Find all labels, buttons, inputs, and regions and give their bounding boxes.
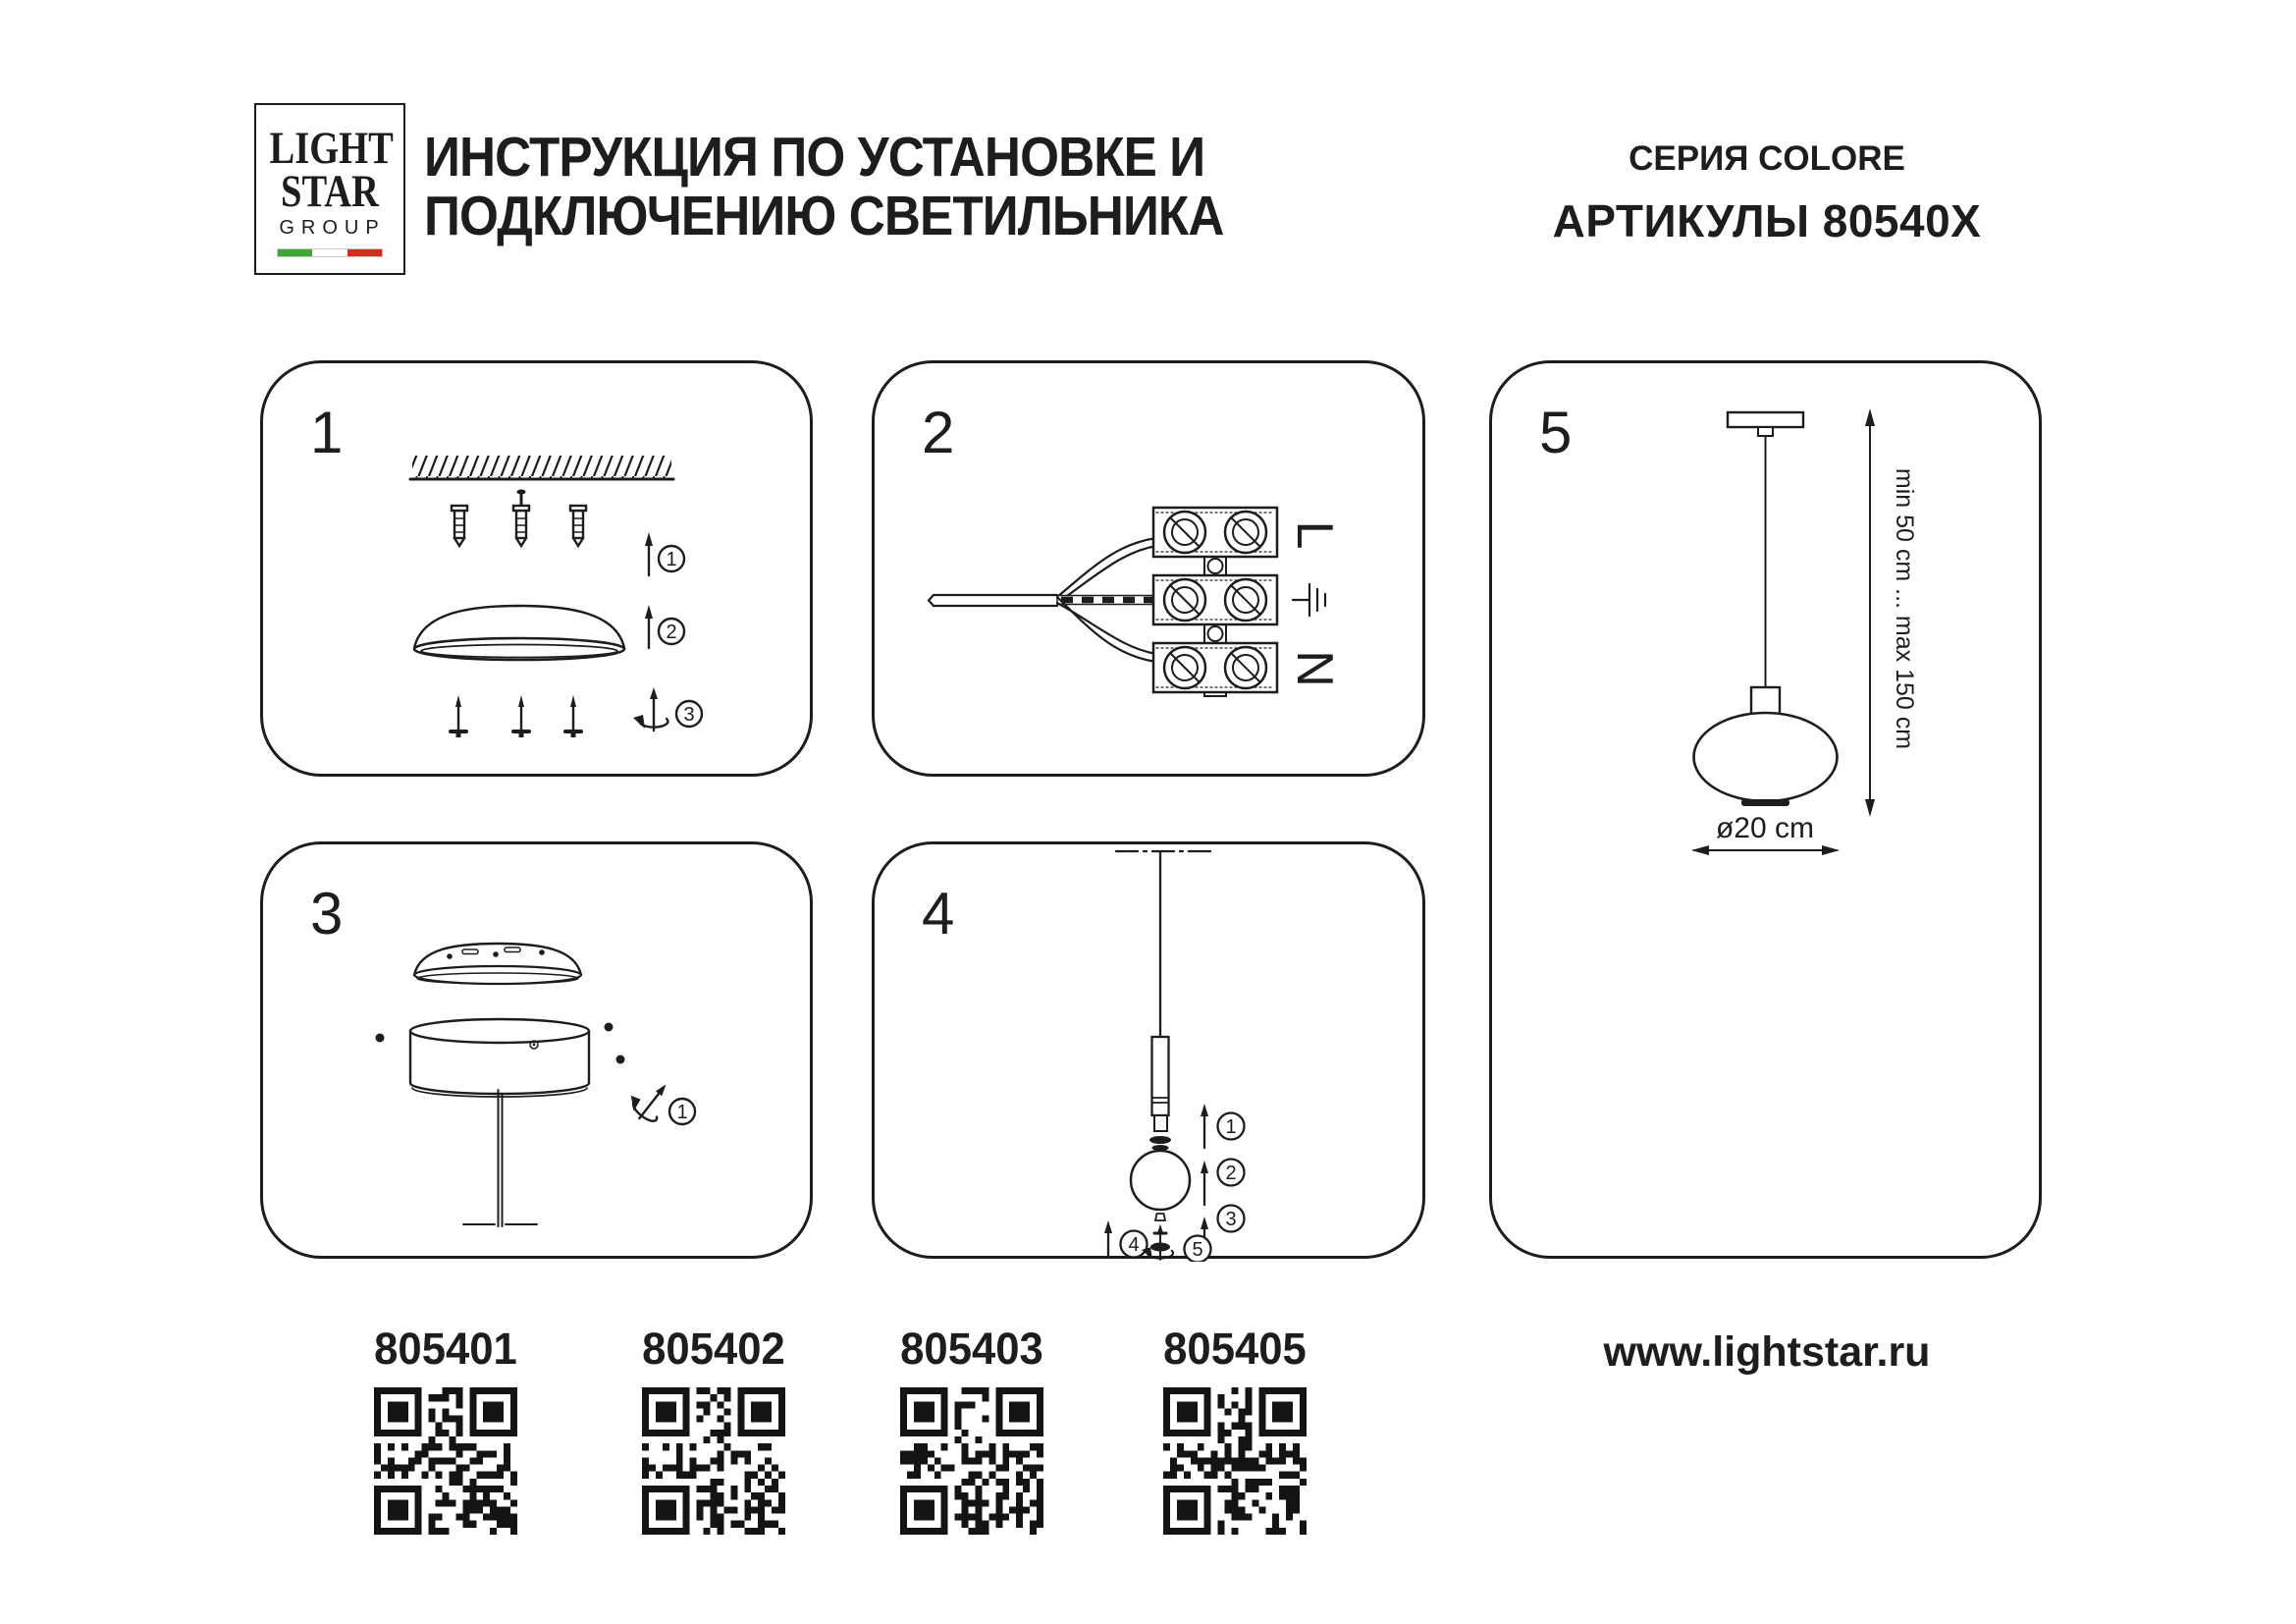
panel-step-3 — [260, 841, 813, 1259]
ceiling-plate — [414, 606, 624, 660]
panel2-number: 2 — [922, 400, 955, 465]
logo-word-group: GROUP — [279, 217, 386, 239]
panel-step-2 — [872, 360, 1425, 777]
title-line-2: ПОДКЛЮЧЕНИЮ СВЕТИЛЬНИКА — [424, 185, 1224, 247]
article-column — [615, 1324, 812, 1535]
up-arrow-icon — [1201, 1104, 1208, 1148]
horizontal-dimension-arrow — [1691, 845, 1840, 855]
wire-earth-striped — [1057, 596, 1156, 605]
article-column — [874, 1324, 1070, 1535]
title-line-1: ИНСТРУКЦИЯ ПО УСТАНОВКЕ И — [424, 126, 1205, 189]
panel5-number: 5 — [1539, 400, 1573, 465]
cable-gland — [1758, 427, 1773, 436]
wire-neutral — [1057, 597, 1156, 662]
screw — [513, 695, 529, 737]
rotate-arrow-icon — [633, 687, 667, 731]
screw-dot — [605, 1023, 614, 1032]
screw — [451, 695, 466, 737]
step-2-digit: 2 — [1225, 1163, 1237, 1184]
step-3-badge — [676, 701, 702, 727]
ceiling-plate — [1728, 412, 1803, 427]
qr-code — [1163, 1387, 1307, 1535]
step-3-digit: 3 — [1225, 1209, 1237, 1230]
screw-dot — [616, 1056, 625, 1064]
wire-live — [1057, 546, 1156, 603]
strip-hole — [1208, 559, 1223, 573]
bottom-cap — [1741, 799, 1789, 806]
step-2-digit: 2 — [666, 622, 677, 643]
up-arrow-icon — [645, 532, 653, 575]
wire-neutral — [1057, 603, 1156, 654]
dowel-anchor-with-screw — [513, 490, 529, 547]
panel-step-4 — [872, 841, 1425, 1259]
article-column — [1137, 1324, 1333, 1535]
strip-hole — [1208, 626, 1223, 641]
article-code: 805405 — [1163, 1324, 1307, 1374]
up-arrow-icon — [645, 605, 653, 648]
step-1-digit: 1 — [1225, 1116, 1237, 1138]
step-5-digit: 5 — [1192, 1239, 1203, 1261]
logo-word-light: LIGHT — [269, 123, 394, 174]
step-1-digit: 1 — [676, 1102, 688, 1123]
panel3-illustration-canopy — [263, 844, 816, 1262]
step-3-digit: 3 — [683, 704, 695, 726]
label-neutral-N: N — [1286, 650, 1343, 687]
italian-flag-icon — [277, 248, 383, 257]
screw-dot — [376, 1034, 385, 1043]
page-title — [424, 128, 1223, 245]
step-5-badge — [1185, 1236, 1211, 1263]
panel-step-5 — [1489, 360, 2042, 1259]
header-right — [1531, 139, 2002, 247]
earth-symbol-icon — [1293, 584, 1325, 616]
article-code: 805401 — [374, 1324, 517, 1374]
series-label: СЕРИЯ COLORE — [1629, 139, 1905, 178]
panel-step-1 — [260, 360, 813, 777]
panel3-number: 3 — [310, 881, 344, 947]
dowel-anchor — [452, 506, 467, 546]
glass-globe — [1131, 1151, 1190, 1210]
lightstar-logo — [254, 103, 405, 275]
suspension-rod — [463, 1090, 537, 1226]
panel5-illustration-dimensions — [1492, 363, 2045, 1262]
bottom-knob — [1155, 1214, 1165, 1220]
panel1-illustration-ceiling-mount — [263, 363, 816, 780]
step-4-digit: 4 — [1128, 1234, 1140, 1256]
step-1-badge — [659, 546, 684, 571]
label-live-L: L — [1286, 520, 1343, 550]
article-code: 805402 — [642, 1324, 785, 1374]
height-range-label: min 50 cm ... max 150 cm — [1891, 467, 1918, 750]
qr-code — [642, 1387, 785, 1535]
panel4-number: 4 — [922, 881, 955, 947]
glass-globe — [1694, 713, 1838, 801]
mains-cable — [929, 595, 1057, 606]
panel4-illustration-globe-assembly — [875, 844, 1428, 1262]
step-2-badge — [1218, 1160, 1245, 1186]
qr-code — [374, 1387, 517, 1535]
diameter-label: ø20 cm — [1715, 812, 1815, 844]
step-3-badge — [1218, 1206, 1245, 1232]
website-url: www.lightstar.ru — [1603, 1328, 1931, 1376]
up-arrow-icon — [1104, 1220, 1112, 1257]
mount-ring — [1149, 1136, 1171, 1144]
cable-holder — [1152, 1037, 1169, 1131]
screw — [565, 695, 581, 737]
flag-green — [278, 249, 312, 256]
step-4-badge — [1121, 1231, 1148, 1258]
terminal-block-earth — [1153, 575, 1277, 624]
up-arrow-icon — [1201, 1161, 1208, 1205]
logo-word-star: STAR — [281, 166, 379, 217]
dowel-anchor — [570, 506, 586, 546]
ceiling-hatch — [412, 456, 671, 478]
flag-white — [312, 249, 347, 256]
flag-red — [347, 249, 382, 256]
canopy-body — [410, 1019, 589, 1097]
lamp-socket — [1751, 687, 1780, 714]
rotate-arrow-icon — [623, 1071, 677, 1127]
canopy-plate — [414, 944, 581, 984]
step-2-badge — [659, 619, 684, 644]
terminal-block-L — [1153, 508, 1277, 557]
article-column — [347, 1324, 544, 1535]
articles-label: АРТИКУЛЫ 80540X — [1552, 195, 1982, 246]
terminal-block-N — [1153, 643, 1277, 692]
step-1-badge — [1218, 1113, 1245, 1140]
panel2-illustration-wiring — [875, 363, 1428, 780]
article-code: 805403 — [900, 1324, 1043, 1374]
step-1-badge — [669, 1099, 695, 1124]
qr-code — [900, 1387, 1043, 1535]
vertical-dimension-arrow — [1865, 408, 1875, 817]
panel1-number: 1 — [310, 400, 344, 465]
step-1-digit: 1 — [666, 549, 677, 570]
